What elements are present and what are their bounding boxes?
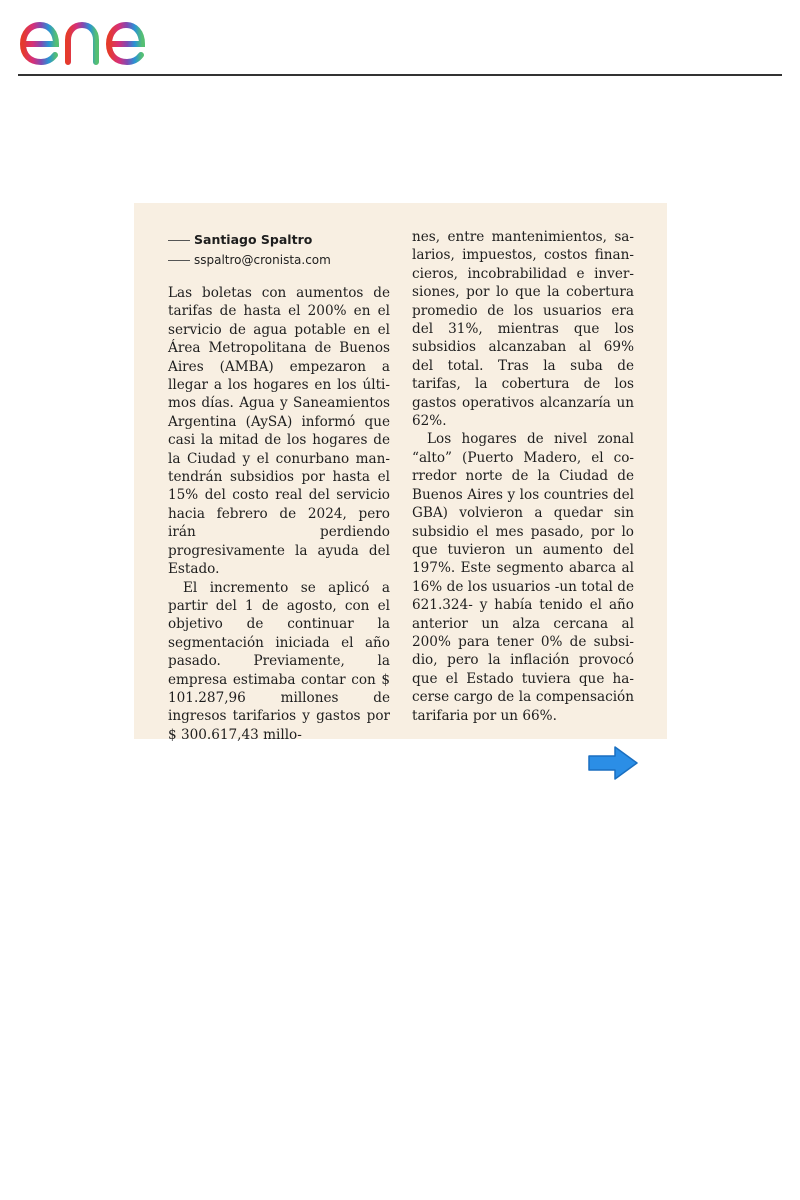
paragraph: Las boletas con aumentos de tarifas de hasta el 200% en el servicio de agua potable en el Área Metropolitana de Buenos Aires (AMBA) empezaron a llegar a los hogares en los últimos días. Agua y Saneamientos Argentina (AySA) informó que casi la mitad de los hogares de la Ciudad y el conurbano mantendrán subsidios por hasta el 15% del costo real del servicio hacia febrero de 2024, pero irán perdiendo progresivamente la ayuda del Estado. (168, 285, 390, 578)
paragraph: nes, entre mantenimientos, salarios, impuestos, costos financieros, incobrabilidad e inversiones, por lo que la cobertura promedio de los usuarios era del 31%, mientras que los subsidios alcanzaban al 69% del total. Tras la suba de tarifas, la cobertura de los gastos operativos alcanzaría un 62%. (412, 229, 634, 430)
author-name: Santiago Spaltro (194, 232, 313, 247)
email-row (168, 250, 390, 270)
header (0, 0, 800, 80)
enel-logo[interactable] (16, 4, 181, 68)
paragraph: Los hogares de nivel zonal “alto” (Puerto Madero, el corredor norte de la Ciudad de Buenos Aires y los countries del GBA) volvieron a quedar sin subsidio el mes pasado, por lo que tuvieron un aumento del 197%. Este segmento abarca al 16% de los usuarios -un total de 621.324- y había tenido el año anterior un alza cercana al 200% para tener 0% de subsidio, pero la inflación provocó que el Estado tuviera que hacerse cargo de la compensación tarifaria por un 66%. (412, 431, 634, 724)
article-column-right (412, 228, 634, 725)
author-row (168, 230, 390, 250)
header-divider (18, 74, 782, 76)
article-column-left (168, 230, 390, 744)
author-email[interactable]: sspaltro@cronista.com (194, 253, 331, 267)
arrow-right-icon[interactable] (587, 745, 639, 781)
article-clipping (134, 203, 667, 743)
paragraph: El incremento se aplicó a partir del 1 de agosto, con el objetivo de continuar la segmentación iniciada el año pasado. Previamente, la empresa estimaba contar con $ 101.287,96 millones de ingresos tarifarios y gastos por $ 300.617,43 millo- (168, 579, 390, 743)
byline (168, 230, 390, 270)
byline-rule (168, 260, 190, 261)
byline-rule (168, 240, 190, 241)
